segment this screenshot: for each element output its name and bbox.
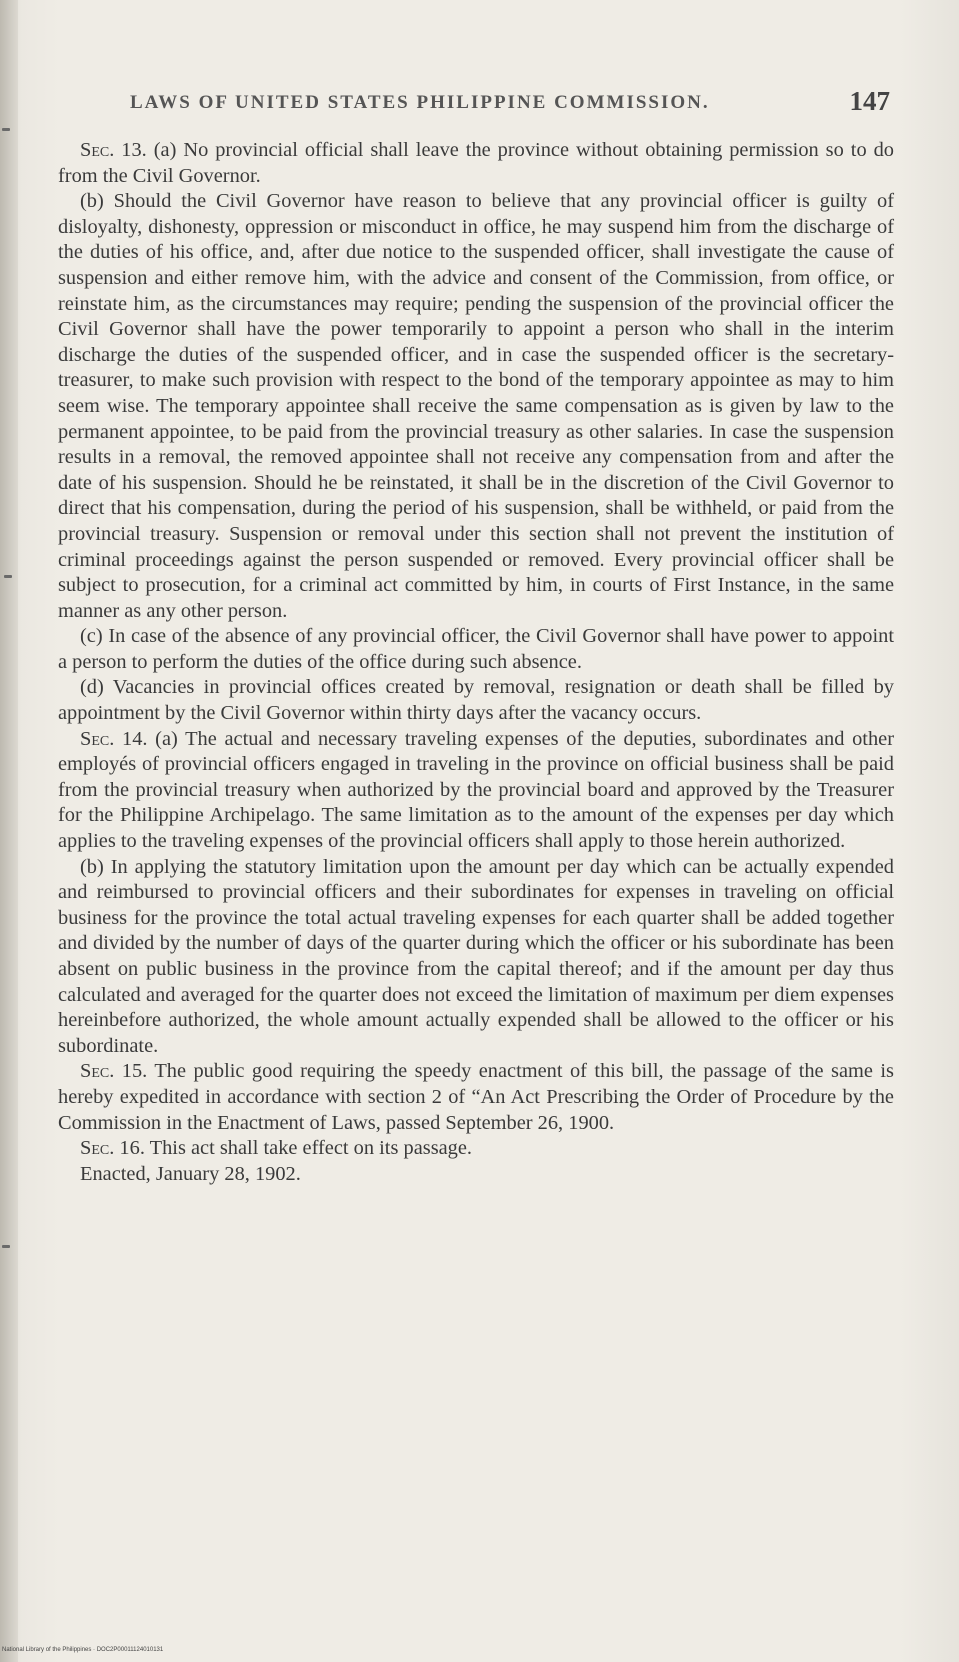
running-head: LAWS OF UNITED STATES PHILIPPINE COMMISSION.: [130, 92, 710, 113]
scan-footer-label: National Library of the Philippines · DOC2P00011124010131: [2, 1647, 164, 1653]
paragraph-text: This act shall take effect on its passage.: [144, 1137, 473, 1160]
enacted-date: Enacted, January 28, 1902.: [80, 1162, 301, 1185]
paragraph-text: (b) In applying the statutory limitation upon the amount per day which can be actually expended and reimbursed to provincial officers and their subordinates for expenses in traveling on official business for the province the total actual traveling expenses for each quarter shall be added together and divided by the number of days of the quarter during which the officer or his subordinate has been absent on public business in the province from the capital thereof; and if the amount per day thus calculated and averaged for the quarter does not exceed the limitation of maximum per diem expenses hereinbefore authorized, the whole amount actually expended shall be allowed to the officer or his subordinate.: [58, 855, 894, 1057]
section-label: Sec. 14.: [80, 727, 148, 750]
margin-mark: [2, 128, 10, 131]
paragraph-text: (b) Should the Civil Governor have reason to believe that any provincial officer is guilty of disloyalty, dishonesty, oppression or misconduct in office, he may suspend him from the discharge of the duties of his office, and, after due notice to the suspended officer, shall investigate the cause of suspension and either remove him, with the advice and consent of the Commission, from office, or reinstate him, as the circumstances may require; pending the suspension of the provincial officer the Civil Governor shall have the power temporarily to appoint a person who shall in the interim discharge the duties of the suspended officer, and in case the suspended officer is the secretary-treasurer, to make such provision with respect to the bond of the temporary appointee as may to him seem wise. The temporary appointee shall receive the same compensation as is given by law to the permanent appointee, to be paid from the provincial treasury as other salaries. In case the suspension results in a removal, the removed appointee shall not receive any compensation from and after the date of his suspension. Should he be reinstated, it shall be in the discretion of the Civil Governor to direct that his compensation, during the period of his suspension, shall be withheld, or paid from the provincial treasury. Suspension or removal under this section shall not prevent the institution of criminal proceedings against the person suspended or removed. Every provincial officer shall be subject to prosecution, for a criminal act committed by him, in courts of First Instance, in the same manner as any other person.: [58, 190, 894, 622]
paragraph-sec-13a: [58, 138, 894, 189]
book-spine-shadow: [0, 0, 18, 1662]
margin-mark: [4, 575, 12, 578]
paragraph-sec-14a: [58, 727, 894, 855]
paragraph-text: (a) No provincial official shall leave the province without obtaining permission so to do from the Civil Governor.: [58, 139, 894, 187]
paragraph-sec-13b: [58, 189, 894, 624]
paragraph-sec-13c: [58, 624, 894, 675]
paragraph-text: (a) The actual and necessary traveling expenses of the deputies, subordinates and other employés of provincial officers engaged in traveling in the province on official business shall be paid from the provincial treasury when authorized by the provincial board and approved by the Treasurer for the Philippine Archipelago. The same limitation as to the amount of the expenses per day which applies to the traveling expenses of the provincial officers shall apply to those herein authorized.: [58, 727, 894, 853]
paragraph-text: (c) In case of the absence of any provincial officer, the Civil Governor shall have power to appoint a person to perform the duties of the office during such absence.: [58, 625, 894, 673]
paragraph-text: The public good requiring the speedy enactment of this bill, the passage of the same is hereby expedited in accordance with section 2 of “An Act Prescribing the Order of Procedure by the Commission in the Enactment of Laws, passed September 26, 1900.: [58, 1060, 894, 1134]
section-label: Sec. 15.: [80, 1060, 148, 1083]
margin-mark: [2, 1245, 10, 1248]
paragraph-text: (d) Vacancies in provincial offices created by removal, resignation or death shall be filled by appointment by the Civil Governor within thirty days after the vacancy occurs.: [58, 676, 894, 725]
paragraph-sec-16: [58, 1136, 894, 1162]
page-number: 147: [849, 86, 890, 116]
section-label: Sec. 13.: [80, 139, 147, 161]
section-label: Sec. 16.: [80, 1137, 145, 1160]
paragraph-sec-14b: [58, 855, 894, 1060]
paragraph-sec-13d: [58, 675, 894, 726]
page-header: [130, 86, 890, 122]
document-body: [58, 138, 894, 1187]
paragraph-sec-15: [58, 1059, 894, 1136]
